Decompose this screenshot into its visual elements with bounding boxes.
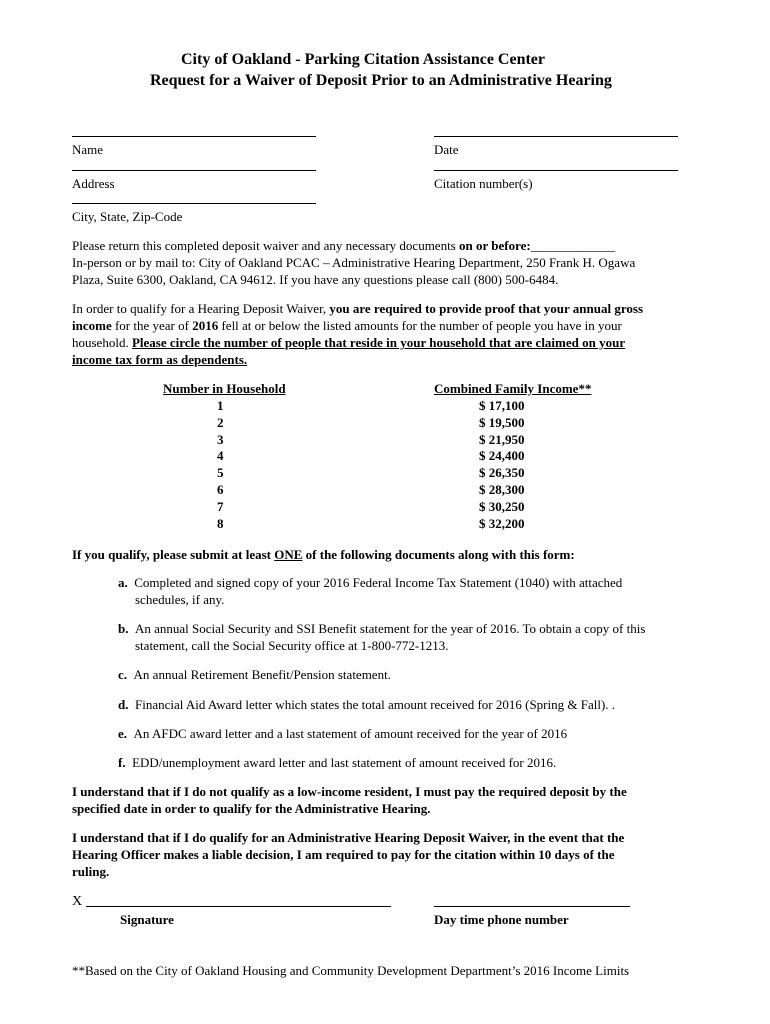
citation-field[interactable] <box>434 170 678 171</box>
documents-intro: If you qualify, please submit at least ONE of the following documents along with this form: <box>72 547 575 562</box>
phone-label: Day time phone number <box>434 912 569 927</box>
income-row: $ 30,250 <box>479 498 525 514</box>
income-row: $ 19,500 <box>479 414 525 430</box>
document-item-f: f. EDD/unemployment award letter and last statement of amount received for 2016. <box>118 755 557 770</box>
household-row[interactable]: 5 <box>217 465 224 481</box>
income-row: $ 26,350 <box>479 465 525 481</box>
qualification-paragraph: In order to qualify for a Hearing Deposit Waiver, you are required to provide proof that your annual gross income for the year of 2016 fell at or below the listed amounts for the number of people you have in your household. Please circle the number of people that reside in your household that are claimed on your income tax form as dependents. <box>72 301 643 367</box>
household-row[interactable]: 4 <box>217 448 224 464</box>
understand-statement-2: I understand that if I do qualify for an Administrative Hearing Deposit Waiver, in the event that the Hearing Officer makes a liable decision, I am required to pay for the citation within 10 days of the ruling. <box>72 830 625 879</box>
document-item-e: e. An AFDC award letter and a last statement of amount received for the year of 2016 <box>118 726 568 741</box>
income-column-header: Combined Family Income** <box>434 381 592 396</box>
signature-field[interactable] <box>86 906 391 907</box>
household-row[interactable]: 3 <box>217 431 224 447</box>
address-field[interactable] <box>72 170 316 171</box>
citation-label: Citation number(s) <box>434 176 533 191</box>
address-label: Address <box>72 176 115 191</box>
document-item-c: c. An annual Retirement Benefit/Pension statement. <box>118 667 391 682</box>
income-row: $ 32,200 <box>479 515 525 531</box>
household-row[interactable]: 7 <box>217 498 224 514</box>
household-row[interactable]: 6 <box>217 481 224 497</box>
page-subtitle: Request for a Waiver of Deposit Prior to an Administrative Hearing <box>150 72 612 89</box>
income-column <box>479 398 525 532</box>
signature-label: Signature <box>120 912 174 927</box>
income-row: $ 28,300 <box>479 481 525 497</box>
understand-statement-1: I understand that if I do not qualify as a low-income resident, I must pay the required deposit by the specified date in order to qualify for the Administrative Hearing. <box>72 784 627 816</box>
household-row[interactable]: 2 <box>217 414 224 430</box>
phone-field[interactable] <box>434 906 630 907</box>
income-row: $ 17,100 <box>479 398 525 413</box>
document-item-b: b. An annual Social Security and SSI Benefit statement for the year of 2016. To obtain a copy of this statement, call the Social Security office at 1-800-772-1213. <box>118 621 646 653</box>
page-title: City of Oakland - Parking Citation Assistance Center <box>181 51 545 68</box>
city-state-zip-field[interactable] <box>72 203 316 204</box>
return-instructions: Please return this completed deposit waiver and any necessary documents on or before:_____________ In-person or by mail to: City of Oakland PCAC – Administrative Hearing Department, 250 Frank H. Ogawa Plaza, Suite 6300, Oakland, CA 94612. If you have any questions please call (800) 500-6484. <box>72 238 636 287</box>
date-field[interactable] <box>434 136 678 137</box>
signature-x-mark: X <box>72 894 83 909</box>
name-field[interactable] <box>72 136 316 137</box>
footnote: **Based on the City of Oakland Housing and Community Development Department’s 2016 Income Limits <box>72 963 630 978</box>
name-label: Name <box>72 142 104 157</box>
household-row[interactable]: 8 <box>217 515 224 531</box>
income-row: $ 21,950 <box>479 431 525 447</box>
income-row: $ 24,400 <box>479 448 525 464</box>
document-item-d: d. Financial Aid Award letter which states the total amount received for 2016 (Spring & Fall). . <box>118 697 616 712</box>
household-column <box>217 398 224 532</box>
document-item-a: a. Completed and signed copy of your 2016 Federal Income Tax Statement (1040) with attached schedules, if any. <box>118 575 623 607</box>
city-state-zip-label: City, State, Zip-Code <box>72 209 183 224</box>
household-row[interactable]: 1 <box>217 398 224 413</box>
household-column-header: Number in Household <box>163 381 286 396</box>
date-label: Date <box>434 142 459 157</box>
